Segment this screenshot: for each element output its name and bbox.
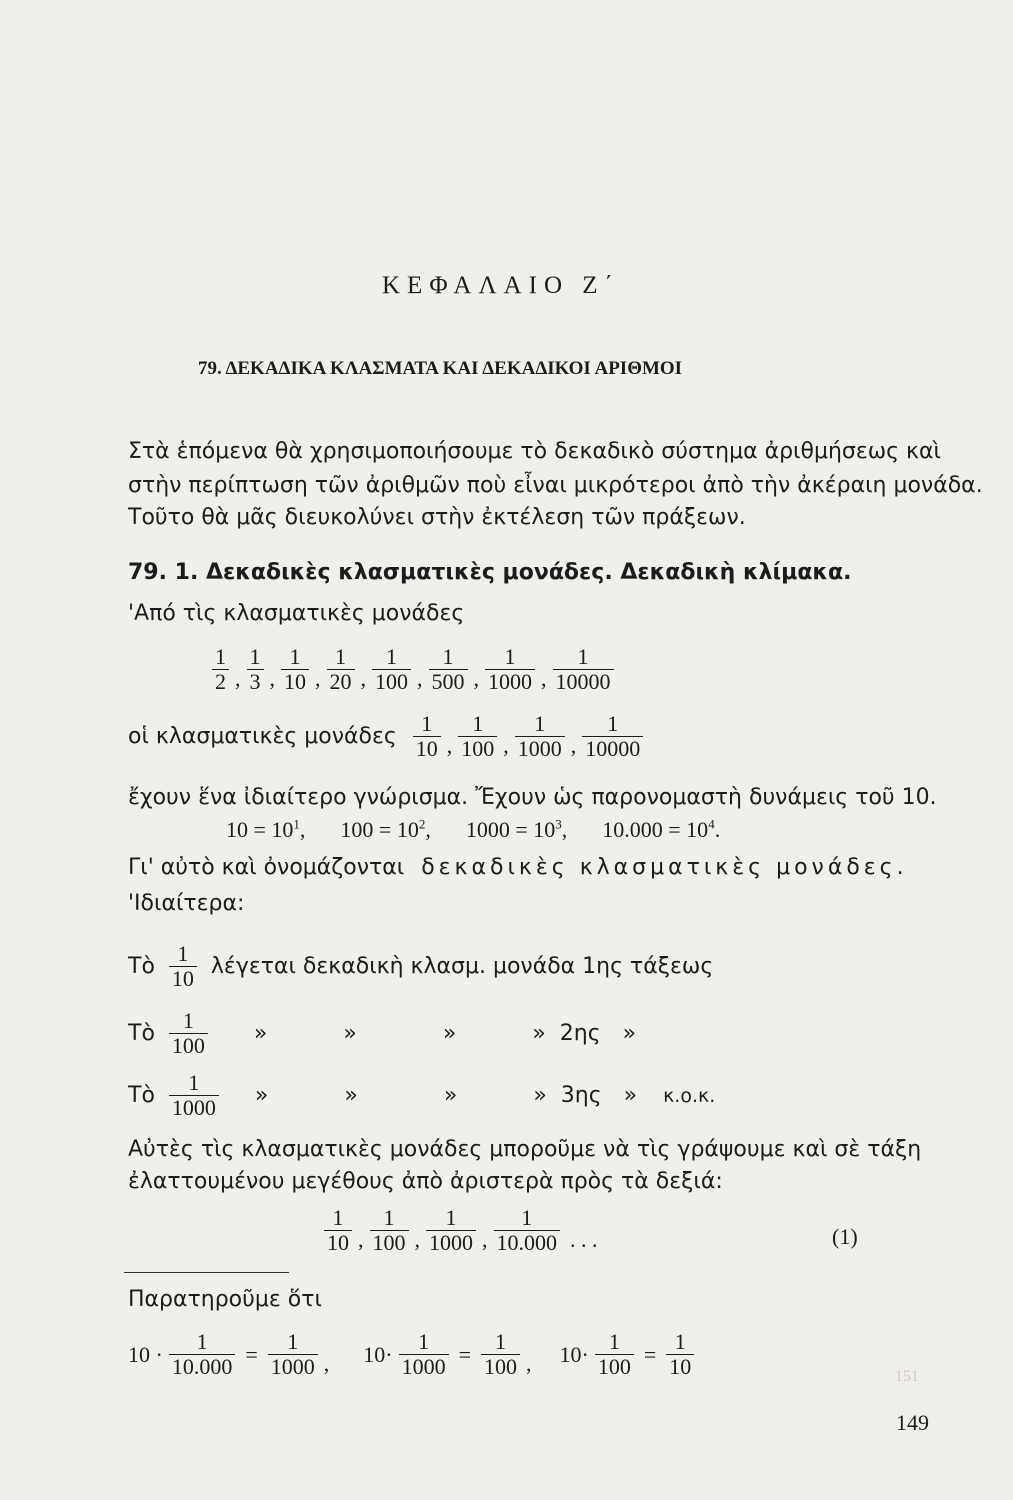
- fraction: $\frac{1}{100}$: [458, 712, 497, 761]
- from-units-label: 'Από τὶς κλασματικὲς μονάδες: [128, 601, 465, 626]
- power-4: $10.000 = 10^4$.: [602, 817, 721, 843]
- ditto-mark: »: [253, 1020, 268, 1046]
- fraction: $\frac{1}{2}$: [212, 645, 229, 694]
- naming-line: [128, 852, 908, 884]
- order-paragraph-line-2: ἐλαττουμένου μεγέθους ἀπὸ ἀριστερὰ πρὸς τὰ δεξιά:: [128, 1169, 723, 1194]
- fraction: $\frac{1}{1000}$: [426, 1206, 476, 1255]
- order-article: Τὸ: [128, 1020, 155, 1046]
- section-title: 79. ΔΕΚΑΔΙΚΑ ΚΛΑΣΜΑΤΑ ΚΑΙ ΔΕΚΑΔΙΚΟΙ ΑΡΙΘΜΟΙ: [198, 358, 683, 379]
- scale-ellipsis: . . .: [570, 1227, 598, 1252]
- fraction: $\frac{1}{500}$: [429, 645, 468, 694]
- fraction: $\frac{1}{1000}$: [268, 1330, 318, 1379]
- ditto-mark: »: [623, 1082, 638, 1108]
- intro-line-1: Στὰ ἑπόμενα θὰ χρησιμοποιήσουμε τὸ δεκαδικὸ σύστημα ἀριθμήσεως καὶ: [128, 439, 941, 464]
- page-number: 149: [896, 1410, 929, 1435]
- fraction: $\frac{1}{10}$: [324, 1206, 352, 1255]
- ditto-mark: »: [532, 1020, 546, 1046]
- feature-line: ἔχουν ἕνα ἰδιαίτερο γνώρισμα. Ἔχουν ὡς παρονομαστὴ δυνάμεις τοῦ 10.: [128, 785, 937, 810]
- fraction: $\frac{1}{1000}$: [515, 712, 565, 761]
- order-tail: κ.ο.κ.: [663, 1084, 716, 1107]
- fraction: $\frac{1}{100}$: [169, 1009, 208, 1058]
- fraction: $\frac{1}{100}$: [372, 645, 411, 694]
- powers-line: [226, 817, 720, 843]
- fraction: $\frac{1}{10000}$: [582, 712, 643, 761]
- ditto-mark: »: [442, 1020, 457, 1046]
- power-2: $100 = 10^2$,: [340, 817, 431, 843]
- equals-sign: =: [458, 1341, 471, 1367]
- fraction: $\frac{1}{10}$: [169, 942, 197, 991]
- order-row-2: [128, 1009, 636, 1058]
- intro-line-3: Τοῦτο θὰ μᾶς διευκολύνει στὴν ἐκτέλεση τῶν πράξεων.: [128, 505, 746, 530]
- fraction: $\frac{1}{1000}$: [485, 645, 535, 694]
- comma: ,: [323, 1351, 330, 1376]
- order-ordinal: 3ης: [560, 1082, 602, 1108]
- decimal-units-label: οἱ κλασματικὲς μονάδες: [128, 723, 397, 749]
- order-paragraph-line-1: Αὐτὲς τὶς κλασματικὲς μονάδες μποροῦμε νὰ τὶς γράψουμε καὶ σὲ τάξη: [128, 1137, 922, 1162]
- fraction: $\frac{1}{1000}$: [399, 1330, 449, 1379]
- fraction: $\frac{1}{10000}$: [553, 645, 614, 694]
- fraction: $\frac{1}{10.000}$: [494, 1206, 561, 1255]
- observation-factor: 10·: [559, 1341, 589, 1367]
- fraction: $\frac{1}{100}$: [595, 1330, 634, 1379]
- fraction: $\frac{1}{10}$: [413, 712, 441, 761]
- order-text: λέγεται δεκαδικὴ κλασμ. μονάδα 1ης τάξεως: [210, 953, 714, 979]
- footnote-rule: [124, 1272, 289, 1273]
- particularly-label: 'Ιδιαίτερα:: [128, 891, 245, 916]
- observation-factor: 10·: [363, 1341, 393, 1367]
- decimal-scale: $\frac{1}{10}$ , $\frac{1}{100}$ , $\frac{1}{1000}$ , $\frac{1}{10.000}$ . . .: [322, 1206, 598, 1255]
- fraction: $\frac{1}{20}$: [327, 645, 355, 694]
- observation-equations: [128, 1330, 696, 1379]
- ditto-mark: »: [343, 1020, 357, 1046]
- fraction: $\frac{1}{10}$: [666, 1330, 694, 1379]
- subsection-title: 79. 1. Δεκαδικὲς κλασματικὲς μονάδες. Δεκαδικὴ κλίμακα.: [128, 560, 852, 585]
- power-3: $1000 = 10^3$,: [465, 817, 568, 843]
- unit-fractions-row: $\frac{1}{2}$ , $\frac{1}{3}$ , $\frac{1}{10}$ , $\frac{1}{20}$ , $\frac{1}{100}$ , $\frac{1}{500}$ , $\frac{1}{1000}$ , $\frac{1}{10000}$: [210, 645, 616, 694]
- decimal-units-row: οἱ κλασματικὲς μονάδες $\frac{1}{10}$ , $\frac{1}{100}$ , $\frac{1}{1000}$ , $\frac{1}{10000}$: [128, 712, 645, 761]
- ditto-mark: »: [443, 1082, 458, 1108]
- fraction: $\frac{1}{10}$: [281, 645, 309, 694]
- fraction: $\frac{1}{100}$: [481, 1330, 520, 1379]
- order-row-1: [128, 942, 713, 991]
- naming-prefix: Γι' αὐτὸ καὶ ὀνομάζονται: [128, 855, 405, 880]
- comma: ,: [526, 1351, 532, 1376]
- fraction: $\frac{1}{3}$: [247, 645, 264, 694]
- chapter-title: ΚΕΦΑΛΑΙΟ Ζ΄: [382, 272, 620, 299]
- order-row-3: [128, 1071, 715, 1120]
- fraction: $\frac{1}{100}$: [370, 1206, 409, 1255]
- observation-factor: 10 ·: [128, 1341, 163, 1367]
- power-1: $10 = 10^1$,: [226, 817, 306, 843]
- ditto-mark: »: [622, 1020, 637, 1046]
- order-article: Τὸ: [128, 1082, 155, 1108]
- ditto-mark: »: [533, 1082, 547, 1108]
- ditto-mark: »: [344, 1082, 358, 1108]
- fraction: $\frac{1}{1000}$: [169, 1071, 219, 1120]
- intro-line-2: στὴν περίπτωση τῶν ἀριθμῶν ποὺ εἶναι μικρότεροι ἀπὸ τὴν ἀκέραιη μονάδα.: [128, 473, 983, 498]
- ditto-mark: »: [254, 1082, 269, 1108]
- order-article: Τὸ: [128, 953, 155, 979]
- fraction: $\frac{1}{10.000}$: [169, 1330, 236, 1379]
- observe-label: Παρατηροῦμε ὅτι: [128, 1287, 322, 1312]
- equals-sign: =: [245, 1341, 258, 1367]
- order-ordinal: 2ης: [559, 1020, 601, 1046]
- equals-sign: =: [643, 1341, 657, 1367]
- naming-term: δεκαδικὲς κλασματικὲς μονάδες.: [421, 855, 908, 880]
- equation-number: (1): [832, 1224, 858, 1249]
- bleed-page-number: 151: [895, 1368, 919, 1385]
